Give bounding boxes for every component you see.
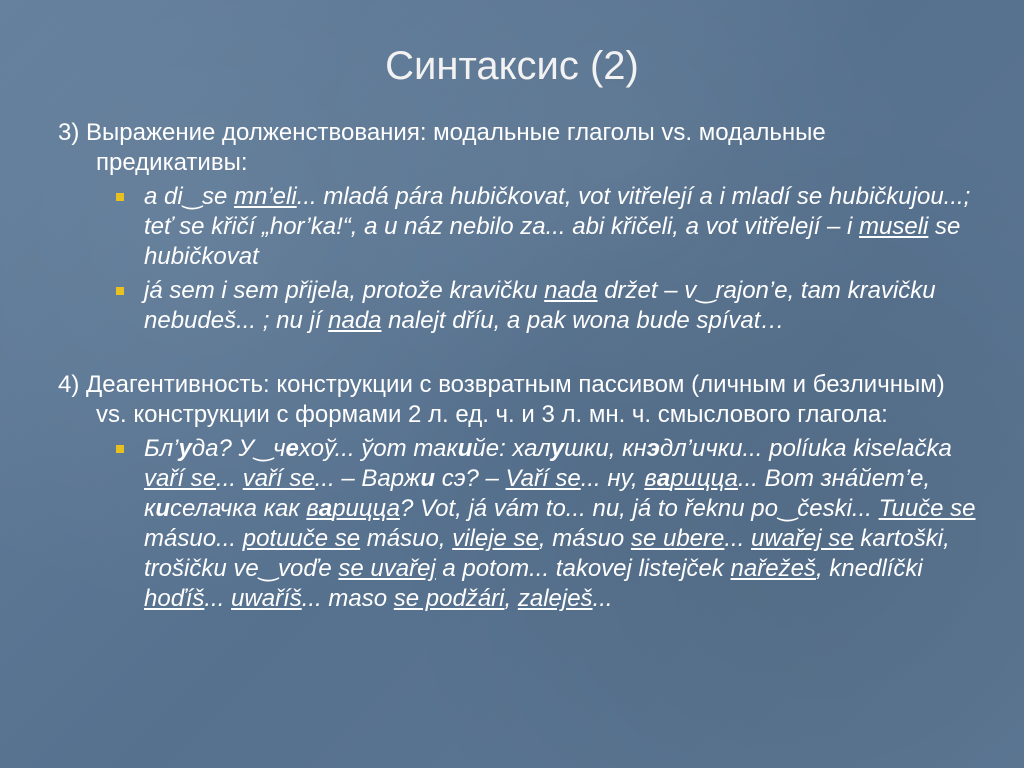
text-run: se hubičkovat (144, 213, 961, 270)
text-run: Vaří se (505, 465, 581, 492)
text-run: да? У‿ч (191, 435, 286, 462)
text-run: и (155, 495, 171, 522)
text-run: mn’eli (234, 183, 297, 210)
text-run: hoďíš (144, 585, 205, 612)
text-run: ... Вот зна́йет’е, к (144, 465, 931, 522)
text-run: и (457, 435, 473, 462)
text-run: a potom... takovej listejček (435, 555, 731, 582)
text-run: , másuo (538, 525, 631, 552)
text-run: в (644, 465, 657, 492)
text-run: ... (216, 465, 243, 492)
text-run: uwařej se (751, 525, 854, 552)
text-run: nalejt dříu, a pak wona bude spívat… (381, 307, 785, 334)
text-run: vileje se (452, 525, 539, 552)
text-run: а (318, 495, 333, 522)
text-run: a di‿se (144, 183, 234, 210)
text-run: у (178, 435, 192, 462)
text-run: , knedlíčki (815, 555, 923, 582)
point-4-bullets (58, 434, 978, 614)
text-run: ... (592, 585, 613, 612)
text-run: nařežeš (730, 555, 816, 582)
text-run: nada (544, 277, 598, 304)
bullet-3-2 (144, 276, 978, 336)
text-run: kartoški, trošičku ve‿voďe (144, 525, 950, 582)
text-run: se ubere (630, 525, 725, 552)
text-run: vaří se (242, 465, 315, 492)
text-run: а (656, 465, 671, 492)
text-run: рицца (332, 495, 400, 522)
text-run: селачка как (170, 495, 307, 522)
text-run: е (285, 435, 299, 462)
text-run: Бл’ (144, 435, 179, 462)
text-run: и (420, 465, 436, 492)
text-run: , (504, 585, 518, 612)
bullet-4-1 (144, 434, 978, 614)
text-run: шки, кн (564, 435, 647, 462)
slide-body (58, 118, 978, 618)
point-4-heading: 4) Деагентивность: конструкции с возвратным пассивом (личным и безличным) vs. конструкции с формами 2 л. ед. ч. и 3 л. мн. ч. смыслового глагола: (58, 371, 945, 428)
text-run: se uvařej (338, 555, 436, 582)
text-run: у (550, 435, 565, 462)
text-run: ... mladá pára hubičkovat, vot vitřelejí a i mladí se hubičkujou...; teť se křičí „hor’ka!“, a u náz nebilo za... abi křičeli, a vot vitřelejí – i (144, 183, 971, 240)
text-run: йе: хал (472, 435, 551, 462)
text-run: se podžári (393, 585, 505, 612)
text-run: já sem i sem přijela, protože kravičku (144, 277, 545, 304)
text-run: zaleješ (517, 585, 593, 612)
text-run: сэ? – (435, 465, 506, 492)
point-3-heading: 3) Выражение долженствования: модальные глаголы vs. модальные предикативы: (58, 119, 826, 176)
text-run: másuo... (144, 525, 243, 552)
text-run: vaří se (144, 465, 217, 492)
text-run: Tuuče se (878, 495, 976, 522)
text-run: museli (859, 213, 929, 240)
text-run: uwaříš (231, 585, 302, 612)
text-run: nada (328, 307, 382, 334)
bullet-3-1 (144, 182, 978, 272)
text-run: ... ну, (580, 465, 645, 492)
text-run: э (646, 435, 660, 462)
text-run: ? Vot, já vám to... nu, já to řeknu po‿česki... (399, 495, 879, 522)
point-3-bullets (58, 182, 978, 336)
text-run: másuo, (360, 525, 453, 552)
text-run: хоў... ўот так (298, 435, 458, 462)
slide-title: Синтаксис (2) (385, 44, 639, 88)
text-run: ... (724, 525, 752, 552)
text-run: ... maso (301, 585, 394, 612)
text-run: ... (204, 585, 232, 612)
text-run: рицца (670, 465, 738, 492)
text-run: дл’ички... políuka kiselačka (659, 435, 952, 462)
text-run: в (306, 495, 319, 522)
text-run: ... – Варж (314, 465, 421, 492)
text-run: potuuče se (242, 525, 361, 552)
text-run: držet – v‿rajon’e, tam kravičku nebudeš... ; nu jí (144, 277, 936, 334)
